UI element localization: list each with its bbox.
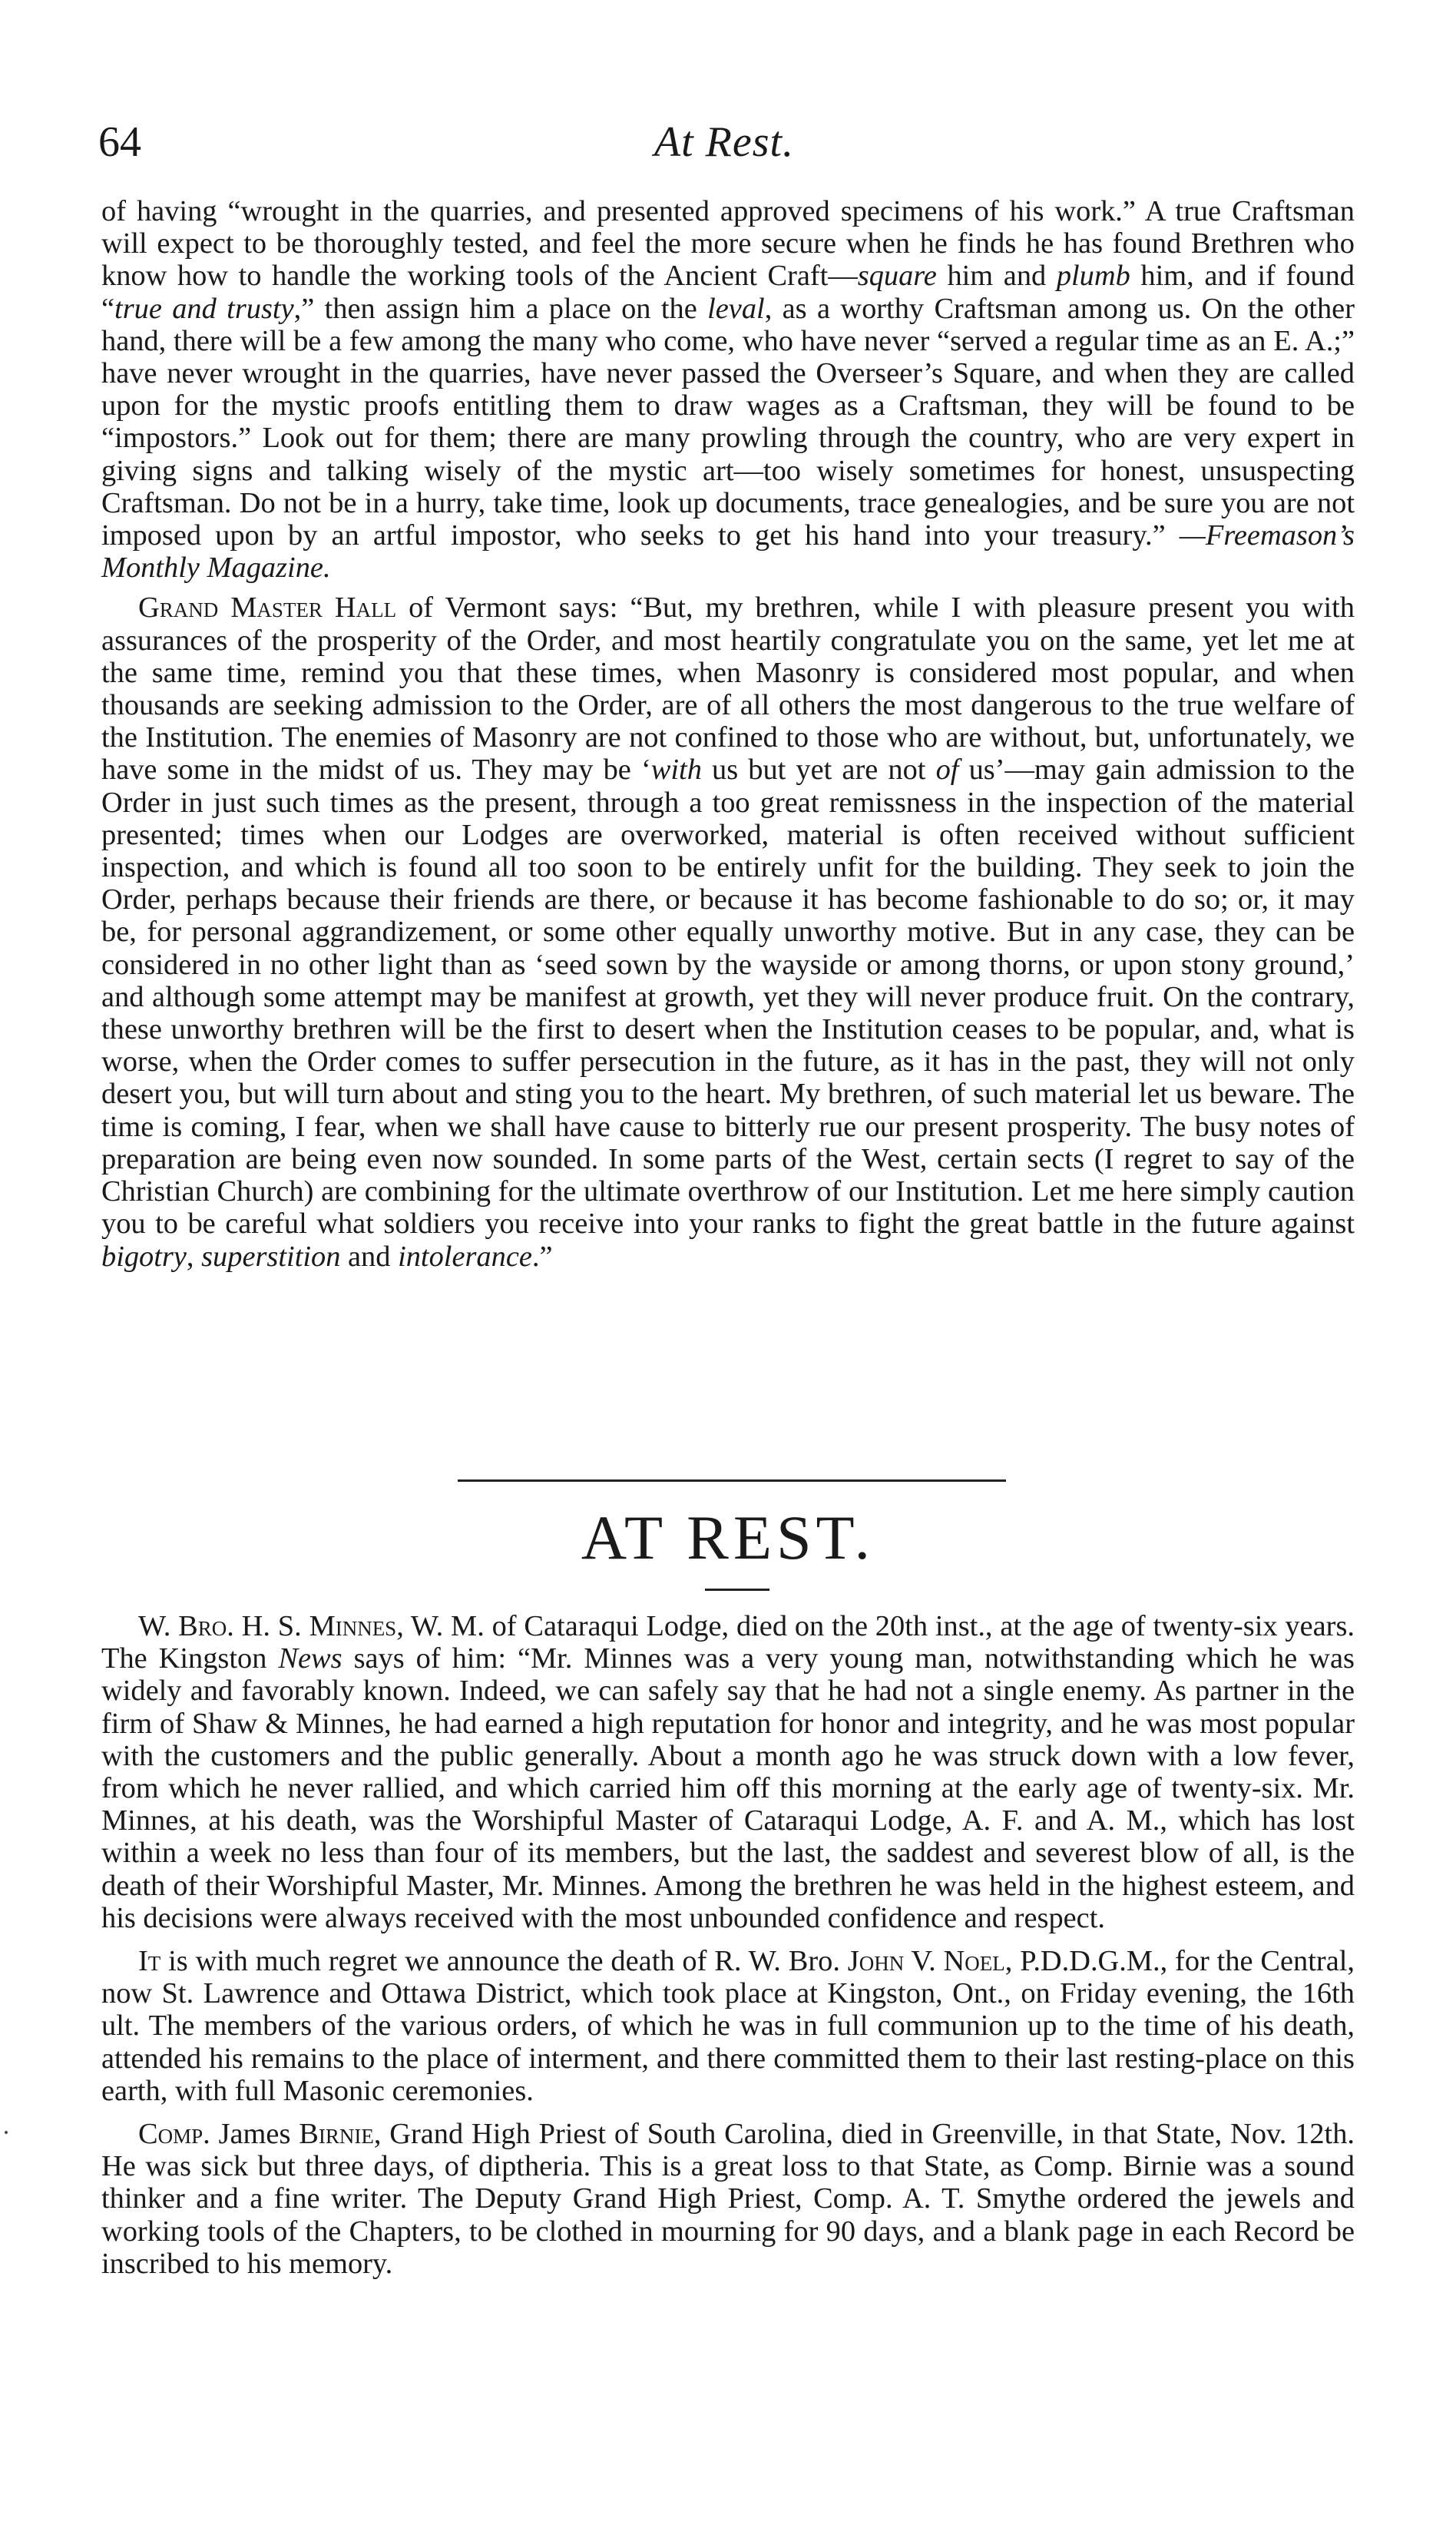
paragraph bbox=[101, 1945, 1355, 2107]
text-run: us but yet are not bbox=[701, 754, 936, 787]
margin-mark bbox=[5, 2131, 8, 2134]
article-continuation bbox=[101, 195, 1355, 1273]
section-divider bbox=[458, 1479, 1006, 1482]
speaker-name: Grand Master Hall bbox=[138, 591, 397, 625]
italic-run: leval bbox=[707, 292, 765, 325]
text-run: , P.D.D.G.M., for the Central, now St. Lawrence and Ottawa District, which took place at Kingston, Ont., on Friday evening, the 16th ult. The members of the various orders, of which he was in full communion up to the time of his death, attended his remains to the place of interment, and there committed them to their last resting-place on this earth, with full Masonic ceremonies. bbox=[101, 1945, 1355, 2107]
obituaries bbox=[101, 1610, 1355, 2280]
italic-run: intolerance bbox=[398, 1240, 532, 1273]
title-underline bbox=[705, 1589, 769, 1591]
italic-run: plumb bbox=[1056, 260, 1130, 293]
text-run: , bbox=[186, 1240, 202, 1273]
text-run: of Vermont says: “But, my brethren, while I with pleasure present you with assurances of the prosperity of the Order, and most heartily congratulate you on the same, yet let me at the same time, remind you that these times, when Masonry is considered most popular, and when thousands are seeking admission to the Order, are of all others the most dangerous to the true welfare of the Institution. The enemies of Masonry are not confined to those who are without, but, unfortunately, we have some in the midst of us. They may be ‘ bbox=[101, 591, 1355, 787]
citation: —Freemason’s Monthly Magazine. bbox=[101, 519, 1355, 585]
page-number: 64 bbox=[98, 118, 141, 166]
text-run: , as a worthy Craftsman among us. On the other hand, there will be a few among the many who come, who have never “served a regular time as an E. A.;” have never wrought in the quarries, have never passed the Overseer’s Square, and when they are called upon for the mystic proofs entitling them to draw wages as a Craftsman, they will be found to be “impostors.” Look out for them; there are many prowling through the country, who are very expert in giving signs and talking wisely of the mystic art—too wisely sometimes for honest, unsuspecting Craftsman. Do not be in a hurry, take time, look up documents, trace genealogies, and be sure you are not imposed upon by an artful impostor, who seeks to get his hand into your treasury.” bbox=[101, 292, 1355, 552]
page-header bbox=[98, 115, 1350, 177]
text-run: ,” then assign him a place on the bbox=[293, 292, 708, 325]
text-run: us’—may gain admission to the Order in just such times as the present, through a too great remissness in the inspection of the material presented; times when our Lodges are overworked, material is often received without sufficient inspection, and which is found all too soon to be entirely unfit for the building. They seek to join the Order, perhaps because their friends are there, or because it has become fashionable to do so; or, it may be, for personal aggrandizement, or some other equally unworthy motive. But in any case, they can be considered in no other light than as ‘seed sown by the wayside or among thorns, or upon stony ground,’ and although some attempt may be manifest at growth, yet they will never produce fruit. On the contrary, these unworthy brethren will be the first to desert when the Institution ceases to be popular, and, what is worse, when the Order comes to suffer persecution in the future, as it has in the past, they will not only desert you, but will turn about and sting you to the heart. My brethren, of such material let us beware. The time is coming, I fear, when we shall have cause to bitterly rue our present prosperity. The busy notes of preparation are being even now sounded. In some parts of the West, certain sects (I regret to say of the Christian Church) are combining for the ultimate overthrow of our Institution. Let me here simply caution you to be careful what soldiers you receive into your ranks to fight the great battle in the future against bbox=[101, 754, 1355, 1241]
italic-run: with bbox=[650, 754, 702, 787]
italic-run: superstition bbox=[201, 1240, 341, 1273]
deceased-name: W. Bro. H. S. Minnes bbox=[138, 1610, 397, 1642]
text-run: is with much regret we announce the death of R. W. Bro. bbox=[160, 1945, 848, 1978]
lead-word: It bbox=[138, 1945, 161, 1978]
text-run: him and bbox=[936, 260, 1057, 293]
running-head: At Rest. bbox=[654, 118, 795, 166]
text-run: , W. M. of Cataraqui Lodge, died on the 20th inst., at the age of twenty-six years. The Kingston bbox=[101, 1610, 1355, 1675]
italic-run: News bbox=[278, 1642, 342, 1675]
deceased-name: Birnie bbox=[299, 2118, 374, 2151]
paragraph bbox=[101, 1610, 1355, 1934]
text-run: , Grand High Priest of South Carolina, died in Greenville, in that State, Nov. 12th. He was sick but three days, of diptheria. This is a great loss to that State, as Comp. Birnie was a sound thinker and a fine writer. The Deputy Grand High Priest, Comp. A. T. Smythe ordered the jewels and working tools of the Chapters, to be clothed in mourning for 90 days, and a blank page in each Record be inscribed to his memory. bbox=[101, 2118, 1355, 2280]
text-run: James bbox=[210, 2118, 299, 2151]
italic-run: square bbox=[857, 260, 937, 293]
italic-run: of bbox=[935, 754, 959, 787]
italic-run: bigotry bbox=[101, 1240, 187, 1273]
paragraph bbox=[101, 195, 1355, 584]
paragraph bbox=[101, 591, 1355, 1272]
section-title: AT REST. bbox=[581, 1503, 875, 1572]
text-run: says of him: “Mr. Minnes was a very young man, notwithstanding which he was widely and favorably known. Indeed, we can safely say that he had not a single enemy. As partner in the firm of Shaw & Minnes, he had earned a high reputation for honor and integrity, and he was most popular with the customers and the public generally. About a month ago he was struck down with a low fever, from which he never rallied, and which carried him off this morning at the early age of twenty-six. Mr. Minnes, at his death, was the Worshipful Master of Cataraqui Lodge, A. F. and A. M., which has lost within a week no less than four of its members, but the last, the saddest and severest blow of all, is the death of their Worshipful Master, Mr. Minnes. Among the brethren he was held in the highest esteem, and his decisions were always received with the most unbounded confidence and respect. bbox=[101, 1642, 1355, 1934]
paragraph bbox=[101, 2118, 1355, 2280]
deceased-name: John V. Noel bbox=[847, 1945, 1005, 1978]
italic-run: true and trusty bbox=[114, 292, 294, 325]
text-run: and bbox=[340, 1240, 399, 1273]
lead-word: Comp. bbox=[138, 2118, 210, 2151]
text-run: of having “wrought in the quarries, and presented approved specimens of his work.” A true Craftsman will expect to be thoroughly tested, and feel the more secure when he finds he has found Brethren who know how to handle the working tools of the Ancient Craft— bbox=[101, 195, 1355, 293]
text-run: .” bbox=[531, 1240, 553, 1273]
text-run: him, and if found “ bbox=[101, 260, 1355, 325]
